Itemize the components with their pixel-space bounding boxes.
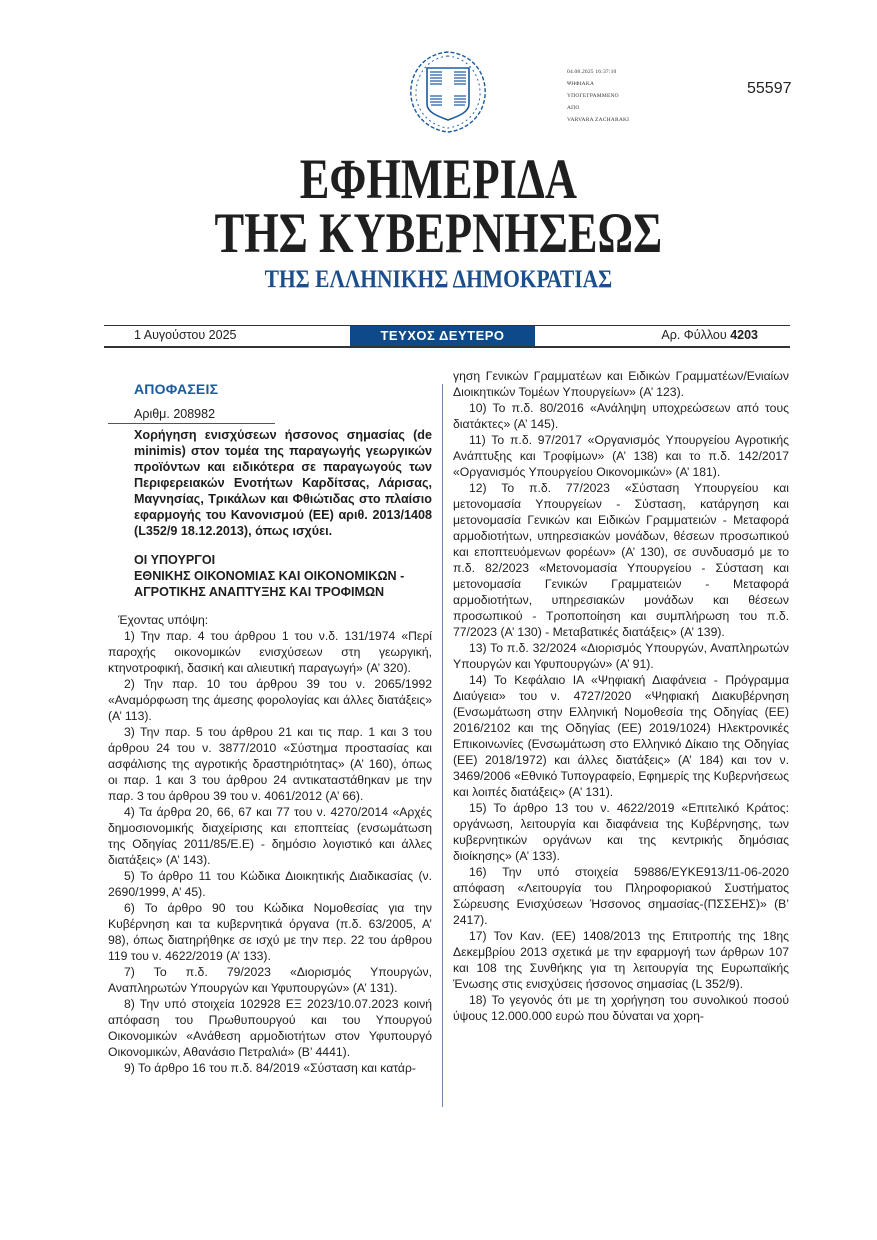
preamble: Έχοντας υπόψη: <box>118 613 209 627</box>
paragraph: 14) Το Κεφάλαιο ΙΑ «Ψηφιακή Διαφάνεια - Πρόγραμμα Διαύγεια» του ν. 4727/2020 «Ψηφιακή Διακυβέρνηση (Ενσωμάτωση στην Ελληνική Νομοθεσία της Οδηγίας (ΕΕ) 2016/2102 και της Οδηγίας (ΕΕ) 2019/1024) Ηλεκτρονικές Επικοινωνίες (Ενσωμάτωση στο Ελληνικό Δίκαιο της Οδηγίας (ΕΕ) 2018/1972) και άλλες διατάξεις» (Α’ 184) και τον ν. 3469/2006 «Εθνικό Τυπογραφείο, Εφημερίς της Κυβερνήσεως και λοιπές διατάξεις» (Α’ 131). <box>453 673 789 799</box>
page-number: 55597 <box>747 80 792 97</box>
paragraph: 3) Την παρ. 5 του άρθρου 21 και τις παρ. 1 και 3 του άρθρου 24 του ν. 3877/2010 «Σύστημα προστασίας και ασφάλισης της αγροτικής δραστηριότητας» (Α’ 160), όπως οι παρ. 1 και 3 του άρθρου 24 αντικαταστάθηκαν με την παρ. 3 του άρθρου 39 του ν. 4061/2012 (Α’ 66). <box>108 725 432 803</box>
sheet-number-label: Αρ. Φύλλου <box>661 328 731 342</box>
paragraph: 2) Την παρ. 10 του άρθρου 39 του ν. 2065/1992 «Αναμόρφωση της άμεσης φορολογίας και άλλες διατάξεις» (Α’ 113). <box>108 677 432 723</box>
issue-date: 1 Αυγούστου 2025 <box>134 328 237 342</box>
signature-line: ΨΗΦΙΑΚΑ <box>567 81 595 87</box>
column-divider <box>442 384 443 1107</box>
paragraph-continuation: γηση Γενικών Γραμματέων και Ειδικών Γραμματέων/Ενιαίων Διοικητικών Τομέων Υπουργείων» (Α’ 123). <box>453 369 789 399</box>
signature-line: ΥΠΟΓΕΓΡΑΜΜΕΝΟ <box>567 93 619 99</box>
gazette-title-line2: ΤΗΣ ΚΥΒΕΡΝΗΣΕΩΣ <box>214 202 663 265</box>
signature-timestamp: 04.08.2025 16:37:10 <box>567 69 617 75</box>
right-column <box>453 368 789 1024</box>
issue-bar <box>104 325 790 348</box>
paragraph: 15) Το άρθρο 13 του ν. 4622/2019 «Επιτελικό Κράτος: οργάνωση, λειτουργία και διαφάνεια της Κυβέρνησης, των κυβερνητικών οργάνων και της κεντρικής δημόσιας διοίκησης» (Α’ 133). <box>453 801 789 863</box>
paragraph: 9) Το άρθρο 16 του π.δ. 84/2019 «Σύσταση και κατάρ- <box>124 1061 416 1075</box>
sheet-number-value: 4203 <box>730 328 758 342</box>
left-column <box>108 368 432 1076</box>
gazette-title-line1: ΕΦΗΜΕΡΙΔΑ <box>299 148 577 211</box>
issue-series-badge: ΤΕΥΧΟΣ ΔΕΥΤΕΡΟ <box>350 326 535 346</box>
paragraph: 5) Το άρθρο 11 του Κώδικα Διοικητικής Διαδικασίας (ν. 2690/1999, Α’ 45). <box>108 869 432 899</box>
decision-title: Χορήγηση ενισχύσεων ήσσονος σημασίας (de minimis) στον τομέα της παραγωγής γεωργικών προϊόντων και ειδικότερα σε παραγωγούς των Περιφερειακών Ενοτήτων Καρδίτσας, Λάρισας, Μαγνησίας, Τρικάλων και Φθιώτιδας στο πλαίσιο εφαρμογής του Κανονισμού (ΕΕ) αριθ. 2013/1408 (L352/9 18.12.2013), όπως ισχύει. <box>134 428 432 538</box>
paragraph: 10) Το π.δ. 80/2016 «Ανάληψη υποχρεώσεων από τους διατάκτες» (Α’ 145). <box>453 401 789 431</box>
ministers-line2: ΕΘΝΙΚΗΣ ΟΙΚΟΝΟΜΙΑΣ ΚΑΙ ΟΙΚΟΝΟΜΙΚΩΝ - ΑΓΡΟΤΙΚΗΣ ΑΝΑΠΤΥΞΗΣ ΚΑΙ ΤΡΟΦΙΜΩΝ <box>134 569 405 599</box>
sheet-number <box>661 328 758 342</box>
paragraph: 7) Το π.δ. 79/2023 «Διορισμός Υπουργών, Αναπληρωτών Υπουργών και Υφυπουργών» (Α’ 131). <box>108 965 432 995</box>
paragraph: 18) Το γεγονός ότι με τη χορήγηση του συνολικού ποσού ύψους 12.000.000 ευρώ που δύναται να χορη- <box>453 993 789 1023</box>
greek-coat-of-arms-icon <box>403 46 493 136</box>
signature-line: ΑΠΟ <box>567 105 580 111</box>
paragraph: 16) Την υπό στοιχεία 59886/ΕΥΚΕ913/11-06-2020 απόφαση «Λειτουργία του Πληροφοριακού Συστήματος Σώρευσης Ενισχύσεων Ήσσονος σημασίας-(ΠΣΣΕΗΣ)» (Β’ 2417). <box>453 865 789 927</box>
gazette-subtitle: ΤΗΣ ΕΛΛΗΝΙΚΗΣ ΔΗΜΟΚΡΑΤΙΑΣ <box>264 266 613 293</box>
paragraph: 1) Την παρ. 4 του άρθρου 1 του ν.δ. 131/1974 «Περί παροχής οικονομικών ενισχύσεων στη γεωργική, κτηνοτροφική, δασική και αλιευτική παραγωγή» (Α’ 320). <box>108 629 432 675</box>
paragraph: 17) Τον Καν. (ΕΕ) 1408/2013 της Επιτροπής της 18ης Δεκεμβρίου 2013 σχετικά με την εφαρμογή των άρθρων 107 και 108 της Συνθήκης για τη λειτουργία της Ευρωπαϊκής Ένωσης στις ενισχύσεις ήσσονος σημασίας (L 352/9). <box>453 929 789 991</box>
ministers-heading <box>134 552 432 600</box>
decision-number-rule <box>108 423 275 424</box>
paragraph: 11) Το π.δ. 97/2017 «Οργανισμός Υπουργείου Αγροτικής Ανάπτυξης και Τροφίμων» (Α’ 138) και το π.δ. 142/2017 «Οργανισμός Υπουργείου Οικονομικών» (Α’ 181). <box>453 433 789 479</box>
digital-signature-stamp <box>567 66 629 126</box>
section-title: ΑΠΟΦΑΣΕΙΣ <box>134 381 219 397</box>
paragraph: 13) Το π.δ. 32/2024 «Διορισμός Υπουργών, Αναπληρωτών Υπουργών και Υφυπουργών» (Α’ 91). <box>453 641 789 671</box>
paragraph: 4) Τα άρθρα 20, 66, 67 και 77 του ν. 4270/2014 «Αρχές δημοσιονομικής διαχείρισης και εποπτείας (ενσωμάτωση της Οδηγίας 2011/85/Ε.Ε) - δημόσιο λογιστικό και άλλες διατάξεις» (Α’ 143). <box>108 805 432 867</box>
paragraph: 8) Την υπό στοιχεία 102928 ΕΞ 2023/10.07.2023 κοινή απόφαση του Πρωθυπουργού και του Υπουργού Οικονομικών «Ανάθεση αρμοδιοτήτων στον Υφυπουργό Οικονομικών, Αθανάσιο Πετραλιά» (Β’ 4441). <box>108 997 432 1059</box>
decision-number: Αριθμ. 208982 <box>134 407 216 421</box>
signature-signer: VARVARA ZACHARAKI <box>567 117 630 123</box>
paragraph: 6) Το άρθρο 90 του Κώδικα Νομοθεσίας για την Κυβέρνηση και τα κυβερνητικά όργανα (π.δ. 63/2005, Α’ 98), όπως διατηρήθηκε σε ισχύ με την περ. 22 του άρθρου 119 του ν. 4622/2019 (Α’ 133). <box>108 901 432 963</box>
paragraph: 12) Το π.δ. 77/2023 «Σύσταση Υπουργείου και μετονομασία Υπουργείων - Σύσταση, κατάργηση και μετονομασία Γενικών και Ειδικών Γραμματειών - Μεταφορά αρμοδιοτήτων, υπηρεσιακών μονάδων, θέσεων προσωπικού και εποπτευόμενων φορέων» (Α’ 130), σε συνδυασμό με το π.δ. 82/2023 «Μετονομασία Υπουργείου - Σύσταση και μετονομασία Γενικών Γραμματειών - Μεταφορά αρμοδιοτήτων, υπηρεσιακών μονάδων και θέσεων προσωπικού - Τροποποίηση και συμπλήρωση του π.δ. 77/2023 (Α’ 130) - Μεταβατικές διατάξεις» (Α’ 139). <box>453 481 789 639</box>
ministers-line1: ΟΙ ΥΠΟΥΡΓΟΙ <box>134 553 216 567</box>
